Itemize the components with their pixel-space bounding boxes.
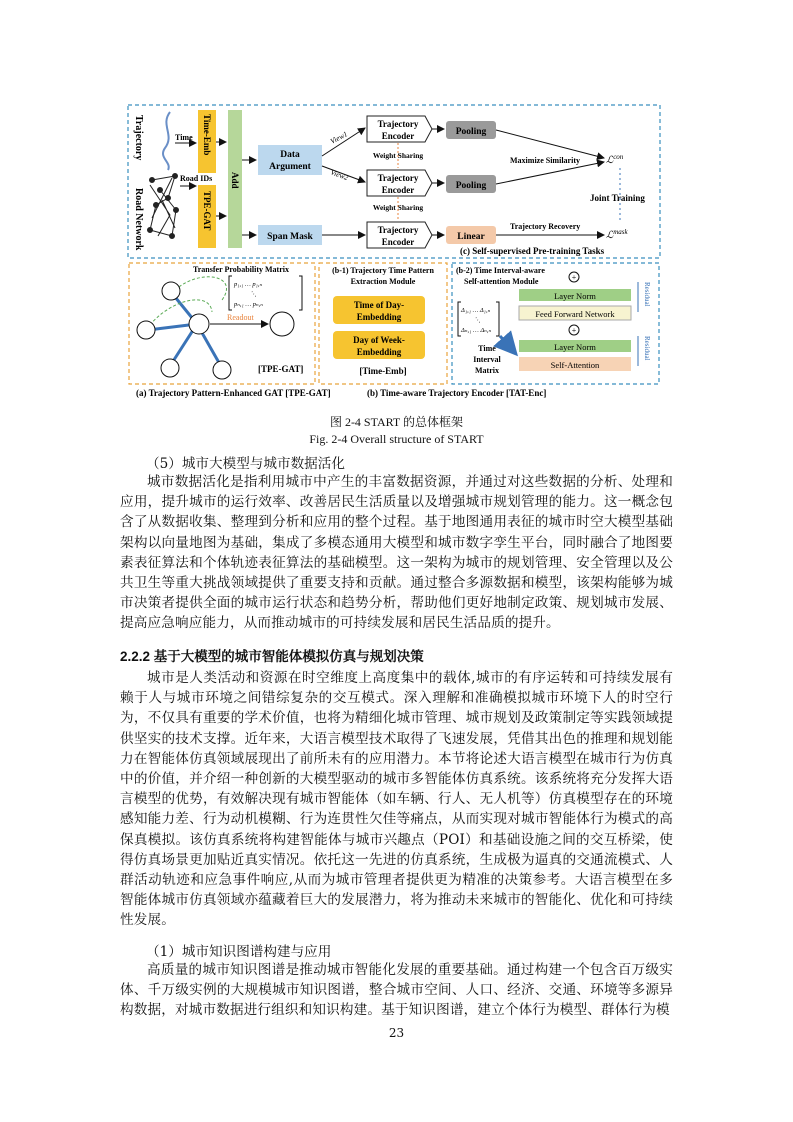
figure-caption-cn: 图 2-4 START 的总体框架 <box>329 415 464 429</box>
svg-text:Trajectory: Trajectory <box>377 119 419 129</box>
task-title: (c) Self-supervised Pre-training Tasks <box>460 246 605 256</box>
view1-label: View1 <box>328 129 350 146</box>
tpe-gat-tag: [TPE-GAT] <box>258 364 304 374</box>
encoder-mask <box>367 222 432 248</box>
l-mask-label: ℒ$^{mask}$ <box>606 228 628 241</box>
svg-text:Δ₁,₁ … Δ₁,ₙ: Δ₁,₁ … Δ₁,ₙ <box>461 307 491 314</box>
maximize-similarity: Maximize Similarity <box>510 156 580 165</box>
svg-text:Interval: Interval <box>473 355 501 364</box>
svg-text:Day of Week-: Day of Week- <box>353 335 405 345</box>
svg-text:Encoder: Encoder <box>381 185 415 195</box>
trajectory-recovery: Trajectory Recovery <box>510 222 581 231</box>
svg-text:+: + <box>571 326 577 335</box>
joint-training: Joint Training <box>590 193 645 203</box>
transfer-matrix <box>229 276 302 310</box>
trajectory-sketch <box>163 112 170 170</box>
svg-text:Time of Day-: Time of Day- <box>353 300 405 310</box>
svg-text:pₙ,₁ … pₙ,ₙ: pₙ,₁ … pₙ,ₙ <box>234 301 263 308</box>
svg-text:Linear: Linear <box>457 232 485 242</box>
b1-title-line1: (b-1) Trajectory Time Pattern <box>332 266 434 275</box>
weight-sharing-2: Weight Sharing <box>372 203 424 212</box>
trajectory-label: Trajectory <box>133 115 144 161</box>
panel-a-title: (a) Trajectory Pattern-Enhanced GAT [TPE-GAT] <box>136 388 331 398</box>
svg-text:Trajectory: Trajectory <box>377 173 419 183</box>
time-emb-label: Time-Emb <box>202 114 212 156</box>
b2-title-line1: (b-2) Time Interval-aware <box>456 266 545 275</box>
svg-text:Δₙ,₁ … Δₙ,ₙ: Δₙ,₁ … Δₙ,ₙ <box>461 327 492 334</box>
residual-label-top: Residual <box>643 282 651 307</box>
section-1-title: （1）城市知识图谱构建与应用 <box>146 944 332 960</box>
svg-text:⋱: ⋱ <box>250 291 257 298</box>
tpe-gat-label: TPE-GAT <box>202 191 212 231</box>
view2-label: View2 <box>329 167 350 183</box>
residual-label-bottom: Residual <box>643 336 651 361</box>
svg-text:+: + <box>571 273 577 282</box>
road-network-sketch <box>148 174 179 239</box>
panel-b-title: (b) Time-aware Trajectory Encoder [TAT-Enc] <box>367 388 547 398</box>
section-2-2-2-title: 2.2.2 基于大模型的城市智能体模拟仿真与规划决策 <box>120 649 424 664</box>
paragraph-knowledge-graph: 高质量的城市知识图谱是推动城市智能化发展的重要基础。通过构建一个包含百万级实体、千万级实例的大规模城市知识图谱，整合城市空间、人口、经济、交通、环境等多源异构数据，对城市数据进行组织和知识构建。基于知识图谱，建立个体行为模型、群体行为模 <box>120 962 673 1019</box>
svg-text:Time: Time <box>478 344 496 353</box>
section-5-title: （5）城市大模型与城市数据活化 <box>146 456 345 472</box>
svg-text:Matrix: Matrix <box>475 366 499 375</box>
span-mask-label: Span Mask <box>267 232 313 242</box>
svg-text:⋱: ⋱ <box>474 317 481 324</box>
b2-title-line2: Self-attention Module <box>464 277 539 286</box>
road-ids-label: Road IDs <box>180 174 213 183</box>
svg-text:p₁,₁ … p₁,ₙ: p₁,₁ … p₁,ₙ <box>234 281 263 288</box>
encoder-view1 <box>367 116 432 142</box>
svg-text:Layer Norm: Layer Norm <box>554 291 596 301</box>
road-network-label: Road Network <box>133 188 144 251</box>
svg-text:Pooling: Pooling <box>455 127 487 137</box>
svg-text:Feed Forward Network: Feed Forward Network <box>535 309 615 319</box>
svg-text:Encoder: Encoder <box>381 237 415 247</box>
svg-text:Trajectory: Trajectory <box>377 225 419 235</box>
svg-text:Self-Attention: Self-Attention <box>550 360 600 370</box>
b1-title-line2: Extraction Module <box>350 277 416 286</box>
encoder-view2 <box>367 170 432 196</box>
svg-text:Pooling: Pooling <box>455 181 487 191</box>
start-framework-figure <box>0 0 793 410</box>
page-number: 23 <box>388 1026 405 1040</box>
l-con-label: ℒ$^{con}$ <box>606 153 624 166</box>
readout-label: Readout <box>227 313 254 322</box>
data-argument-line1: Data <box>280 150 300 160</box>
figure-caption-en: Fig. 2-4 Overall structure of START <box>309 432 484 446</box>
paragraph-agent-simulation: 城市是人类活动和资源在时空维度上高度集中的载体,城市的有序运转和可持续发展有赖于人与城市环境之间错综复杂的交互模式。深入理解和准确模拟城市环境下人的时空行为，不仅具有重要的学术价值，也将为精细化城市管理、城市规划及政策制定等实践领域提供坚实的技术支撑。近年来，大语言模型技术取得了飞速发展，凭借其出色的推理和规划能力在智能体仿真领域展现出了前所未有的应用潜力。本节将论述大语言模型在城市行为仿真中的价值，并介绍一种创新的大模型驱动的城市多智能体仿真系统。该系统将充分发挥大语言模型的优势，有效解决现有城市智能体（如车辆、行人、无人机等）仿真模型存在的环境感知能力差、行为动机模糊、行为连贯性欠佳等痛点，从而实现对城市智能体行为模式的高保真模拟。该仿真系统将构建智能体与城市兴趣点（POI）和基础设施之间的交互桥梁，使得仿真场景更加贴近真实情况。依托这一先进的仿真系统，生成极为逼真的交通流模式、人群活动轨迹和应急事件响应,从而为城市管理者提供更为精准的决策参考。大语言模型在多智能体城市仿真领域亦蕴藏着巨大的发展潜力，将为推动未来城市的智能化、优化和可持续性发展。 <box>120 670 673 929</box>
time-emb-tag: [Time-Emb] <box>359 366 407 376</box>
svg-text:Embedding: Embedding <box>356 347 402 357</box>
time-input-label: Time <box>175 133 193 142</box>
svg-text:Layer Norm: Layer Norm <box>554 342 596 352</box>
svg-text:Encoder: Encoder <box>381 131 415 141</box>
svg-text:Embedding: Embedding <box>356 312 402 322</box>
paragraph-data-activation: 城市数据活化是指利用城市中产生的丰富数据资源，并通过对这些数据的分析、处理和应用，提升城市的运行效率、改善居民生活质量以及增强城市规划管理的能力。这一概念包含了从数据收集、整理到分析和应用的整个过程。基于地图通用表征的城市时空大模型基础架构以向量地图为基础，集成了多模态通用大模型和城市数字孪生平台，同时融合了地图要素表征算法和个体轨迹表征算法的基础模型。这一架构为城市的规划管理、安全管理以及公共卫生等重大挑战领域提供了重要支持和贡献。通过整合多源数据和模型，该架构能够为城市决策者提供全面的城市运行状态和趋势分析，帮助他们更好地制定政策、规划城市发展、提高应急响应能力，从而推动城市的可持续发展和居民生活品质的提升。 <box>120 474 673 632</box>
add-label: Add <box>230 172 240 189</box>
data-argument-line2: Argument <box>269 162 311 172</box>
time-interval-matrix <box>458 302 499 336</box>
weight-sharing-1: Weight Sharing <box>372 151 424 160</box>
transfer-matrix-label: Transfer Probability Matrix <box>193 265 289 274</box>
